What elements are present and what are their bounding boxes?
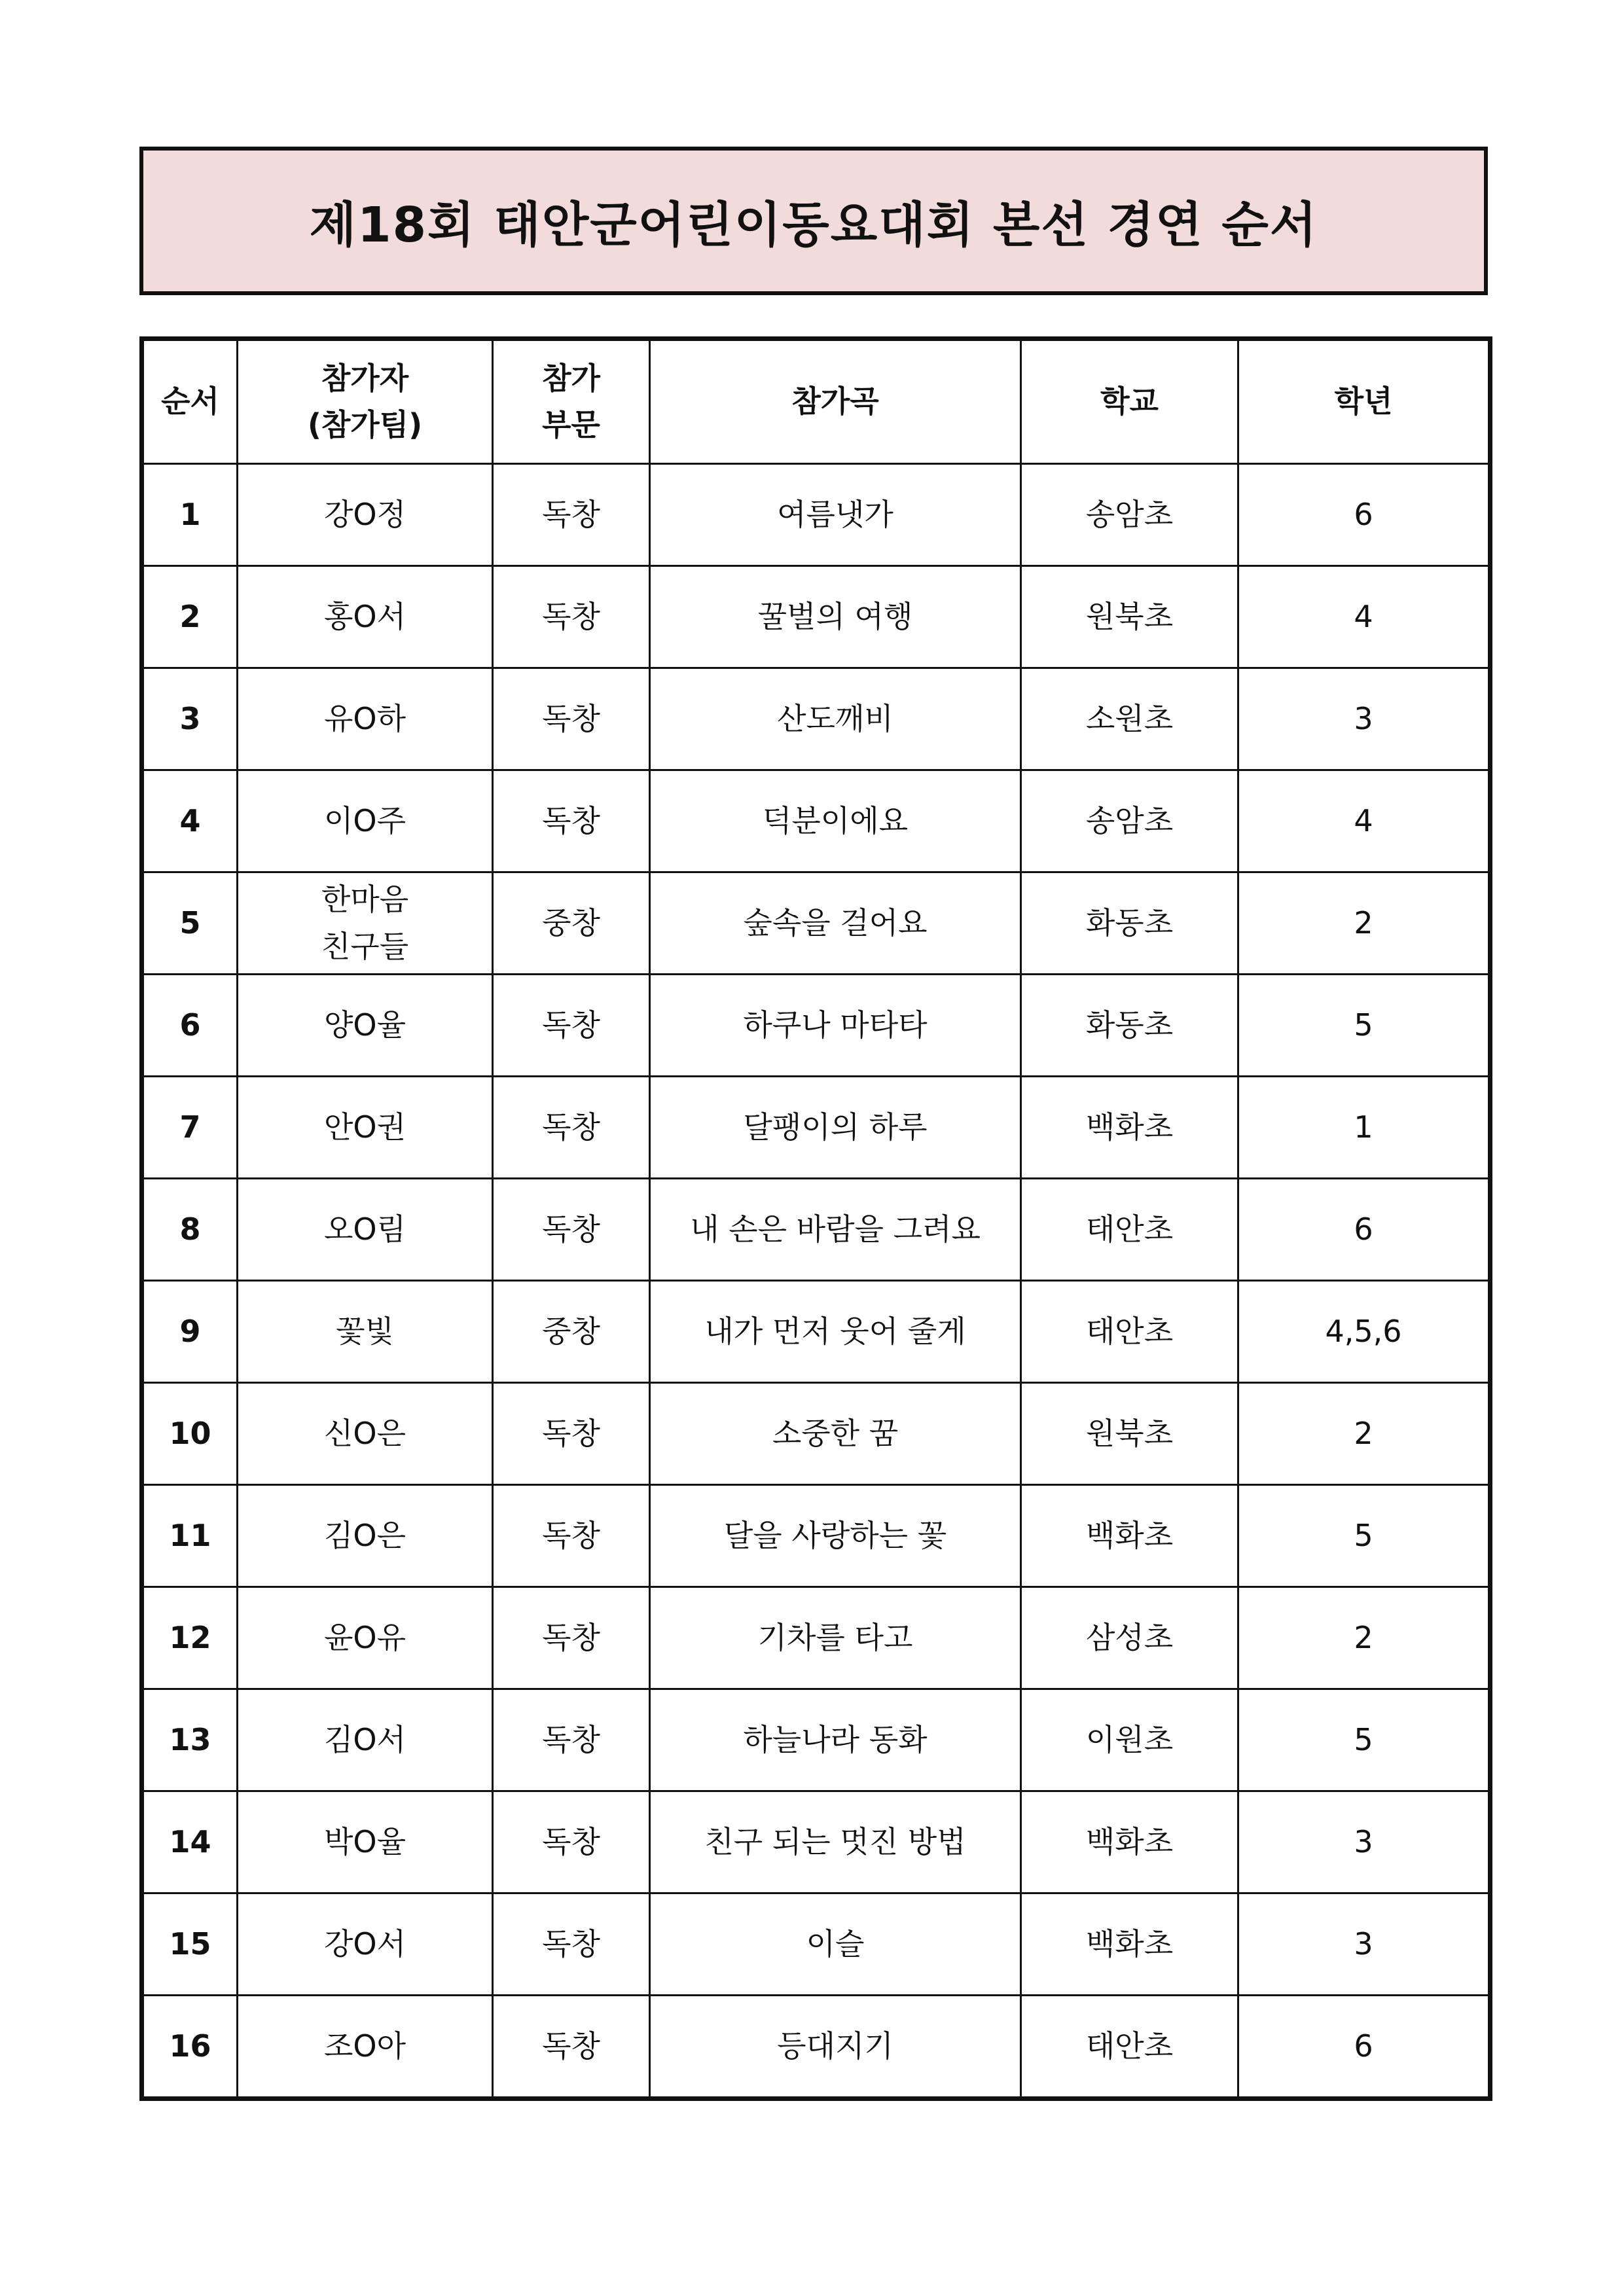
table-body <box>142 464 1490 2099</box>
division-cell: 독창 <box>493 1485 650 1587</box>
header-song: 참가곡 <box>650 339 1021 464</box>
participant-cell: 박O율 <box>238 1791 493 1893</box>
song-cell: 이슬 <box>650 1893 1021 1996</box>
table-row <box>142 975 1490 1077</box>
school-cell: 소원초 <box>1021 668 1238 770</box>
school-cell: 원북초 <box>1021 566 1238 668</box>
table-row <box>142 1077 1490 1179</box>
order-cell: 6 <box>142 975 238 1077</box>
table-row <box>142 1281 1490 1383</box>
table-row <box>142 464 1490 566</box>
division-cell: 독창 <box>493 770 650 872</box>
table-row <box>142 872 1490 975</box>
school-cell: 태안초 <box>1021 1996 1238 2099</box>
participant-cell: 한마음 친구들 <box>238 872 493 975</box>
song-cell: 달팽이의 하루 <box>650 1077 1021 1179</box>
division-cell: 중창 <box>493 1281 650 1383</box>
title-banner <box>139 147 1488 295</box>
participant-cell: 강O정 <box>238 464 493 566</box>
participant-cell: 김O서 <box>238 1689 493 1791</box>
order-cell: 3 <box>142 668 238 770</box>
grade-cell: 4 <box>1238 566 1490 668</box>
grade-cell: 6 <box>1238 464 1490 566</box>
school-cell: 삼성초 <box>1021 1587 1238 1689</box>
order-cell: 11 <box>142 1485 238 1587</box>
division-cell: 독창 <box>493 1179 650 1281</box>
participant-cell: 조O아 <box>238 1996 493 2099</box>
song-cell: 기차를 타고 <box>650 1587 1021 1689</box>
order-cell: 4 <box>142 770 238 872</box>
division-cell: 독창 <box>493 1996 650 2099</box>
order-cell: 7 <box>142 1077 238 1179</box>
participant-cell: 강O서 <box>238 1893 493 1996</box>
school-cell: 태안초 <box>1021 1179 1238 1281</box>
school-cell: 송암초 <box>1021 464 1238 566</box>
table-row <box>142 1383 1490 1485</box>
division-cell: 독창 <box>493 464 650 566</box>
song-cell: 하늘나라 동화 <box>650 1689 1021 1791</box>
school-cell: 원북초 <box>1021 1383 1238 1485</box>
song-cell: 달을 사랑하는 꽃 <box>650 1485 1021 1587</box>
order-cell: 16 <box>142 1996 238 2099</box>
participant-cell: 안O권 <box>238 1077 493 1179</box>
table-row <box>142 668 1490 770</box>
song-cell: 산도깨비 <box>650 668 1021 770</box>
performance-order-table <box>139 336 1492 2101</box>
school-cell: 백화초 <box>1021 1791 1238 1893</box>
grade-cell: 1 <box>1238 1077 1490 1179</box>
table-row <box>142 1791 1490 1893</box>
table-row <box>142 1485 1490 1587</box>
order-cell: 13 <box>142 1689 238 1791</box>
song-cell: 친구 되는 멋진 방법 <box>650 1791 1021 1893</box>
school-cell: 이원초 <box>1021 1689 1238 1791</box>
song-cell: 꿀벌의 여행 <box>650 566 1021 668</box>
header-order: 순서 <box>142 339 238 464</box>
participant-cell: 윤O유 <box>238 1587 493 1689</box>
division-cell: 독창 <box>493 1077 650 1179</box>
order-cell: 9 <box>142 1281 238 1383</box>
table-row <box>142 1996 1490 2099</box>
school-cell: 태안초 <box>1021 1281 1238 1383</box>
order-cell: 15 <box>142 1893 238 1996</box>
division-cell: 독창 <box>493 1893 650 1996</box>
grade-cell: 6 <box>1238 1179 1490 1281</box>
grade-cell: 5 <box>1238 1689 1490 1791</box>
table-row <box>142 770 1490 872</box>
table-row <box>142 1689 1490 1791</box>
participant-cell: 오O림 <box>238 1179 493 1281</box>
grade-cell: 2 <box>1238 1587 1490 1689</box>
school-cell: 백화초 <box>1021 1485 1238 1587</box>
song-cell: 숲속을 걸어요 <box>650 872 1021 975</box>
division-cell: 독창 <box>493 1689 650 1791</box>
grade-cell: 3 <box>1238 668 1490 770</box>
participant-cell: 신O은 <box>238 1383 493 1485</box>
table-row <box>142 566 1490 668</box>
grade-cell: 4,5,6 <box>1238 1281 1490 1383</box>
participant-cell: 이O주 <box>238 770 493 872</box>
participant-cell: 김O은 <box>238 1485 493 1587</box>
school-cell: 백화초 <box>1021 1893 1238 1996</box>
order-cell: 10 <box>142 1383 238 1485</box>
school-cell: 송암초 <box>1021 770 1238 872</box>
header-participant: 참가자 (참가팀) <box>238 339 493 464</box>
order-cell: 5 <box>142 872 238 975</box>
grade-cell: 5 <box>1238 1485 1490 1587</box>
school-cell: 화동초 <box>1021 872 1238 975</box>
grade-cell: 6 <box>1238 1996 1490 2099</box>
song-cell: 소중한 꿈 <box>650 1383 1021 1485</box>
song-cell: 여름냇가 <box>650 464 1021 566</box>
page-title: 제18회 태안군어린이동요대회 본선 경연 순서 <box>309 196 1318 253</box>
division-cell: 중창 <box>493 872 650 975</box>
header-school: 학교 <box>1021 339 1238 464</box>
school-cell: 화동초 <box>1021 975 1238 1077</box>
table-row <box>142 1587 1490 1689</box>
grade-cell: 2 <box>1238 1383 1490 1485</box>
participant-cell: 꽃빛 <box>238 1281 493 1383</box>
division-cell: 독창 <box>493 668 650 770</box>
grade-cell: 4 <box>1238 770 1490 872</box>
song-cell: 등대지기 <box>650 1996 1021 2099</box>
song-cell: 내 손은 바람을 그려요 <box>650 1179 1021 1281</box>
song-cell: 하쿠나 마타타 <box>650 975 1021 1077</box>
header-division: 참가 부문 <box>493 339 650 464</box>
order-cell: 14 <box>142 1791 238 1893</box>
division-cell: 독창 <box>493 1383 650 1485</box>
participant-cell: 홍O서 <box>238 566 493 668</box>
division-cell: 독창 <box>493 1791 650 1893</box>
participant-cell: 유O하 <box>238 668 493 770</box>
order-cell: 2 <box>142 566 238 668</box>
grade-cell: 3 <box>1238 1791 1490 1893</box>
table-row <box>142 1179 1490 1281</box>
grade-cell: 3 <box>1238 1893 1490 1996</box>
header-grade: 학년 <box>1238 339 1490 464</box>
order-cell: 12 <box>142 1587 238 1689</box>
division-cell: 독창 <box>493 975 650 1077</box>
division-cell: 독창 <box>493 566 650 668</box>
song-cell: 덕분이에요 <box>650 770 1021 872</box>
table-row <box>142 1893 1490 1996</box>
grade-cell: 5 <box>1238 975 1490 1077</box>
school-cell: 백화초 <box>1021 1077 1238 1179</box>
grade-cell: 2 <box>1238 872 1490 975</box>
order-cell: 1 <box>142 464 238 566</box>
division-cell: 독창 <box>493 1587 650 1689</box>
order-cell: 8 <box>142 1179 238 1281</box>
participant-cell: 양O율 <box>238 975 493 1077</box>
song-cell: 내가 먼저 웃어 줄게 <box>650 1281 1021 1383</box>
table-header-row <box>142 339 1490 464</box>
